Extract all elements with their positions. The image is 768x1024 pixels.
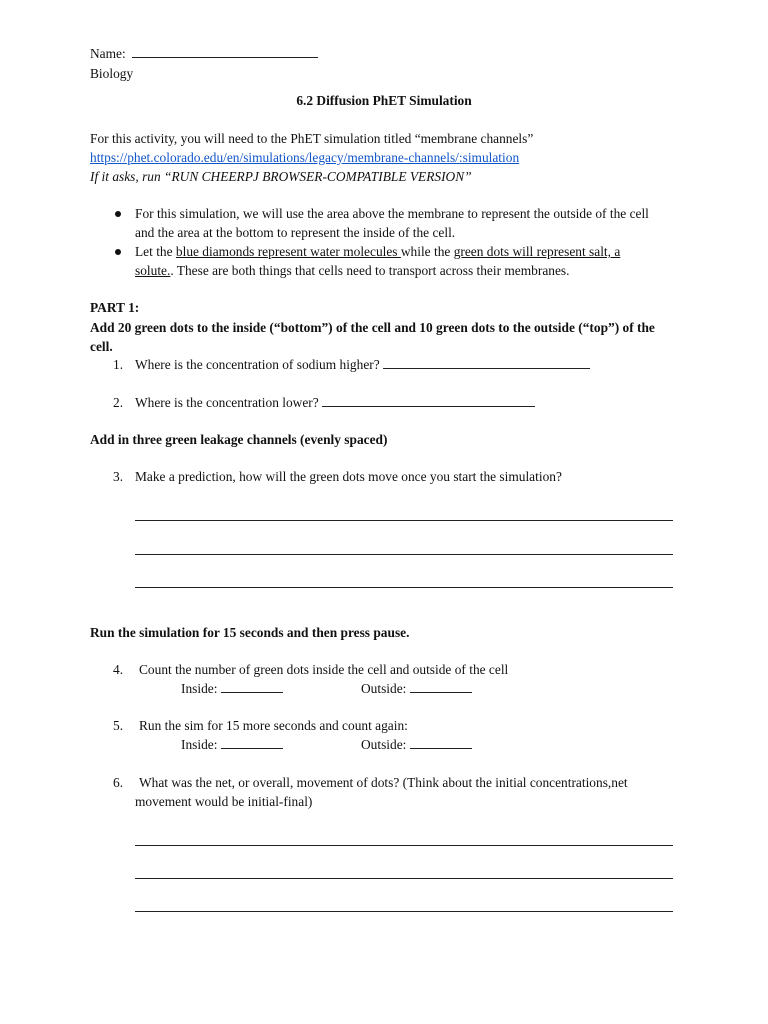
name-blank[interactable]: [132, 46, 318, 58]
answer-6-line-3[interactable]: [135, 911, 673, 912]
simulation-link[interactable]: https://phet.colorado.edu/en/simulations/legacy/membrane-channels/:simulation: [90, 150, 520, 165]
inside-count-blank-2[interactable]: [221, 737, 283, 749]
question-2-number: 2.: [113, 395, 124, 410]
question-5-text: Run the sim for 15 more seconds and count again:: [139, 718, 408, 733]
question-4-number: 4.: [113, 662, 124, 677]
answer-1-blank[interactable]: [383, 357, 590, 369]
question-3-text: Make a prediction, how will the green dots move once you start the simulation?: [135, 469, 562, 484]
question-5-number: 5.: [113, 718, 124, 733]
answer-3-line-3[interactable]: [135, 587, 673, 588]
bullet-2-prefix: Let the: [135, 244, 176, 259]
solute-word: solute.: [135, 263, 171, 278]
bullet-1-line-2: and the area at the bottom to represent the inside of the cell.: [135, 225, 456, 240]
question-2-text: Where is the concentration lower?: [135, 395, 319, 410]
question-6-number: 6.: [113, 775, 124, 790]
leakage-channels-instruction: Add in three green leakage channels (evenly spaced): [90, 432, 388, 447]
question-1: [135, 355, 590, 374]
answer-2-blank[interactable]: [322, 395, 535, 407]
outside-label: Outside:: [361, 681, 407, 696]
inside-label: Inside:: [181, 737, 218, 752]
part-1-instruction-line-1: Add 20 green dots to the inside (“bottom”) of the cell and 10 green dots to the outside (“top”) of the: [90, 320, 655, 335]
bullet-2-line-1: [135, 242, 620, 261]
bullet-2-mid: while the: [400, 244, 454, 259]
bullet-2-line-2: [135, 261, 569, 280]
bullet-2-rest: . These are both things that cells need to transport across their membranes.: [170, 263, 570, 278]
salt-phrase: green dots will represent salt, a: [453, 244, 621, 259]
question-3-number: 3.: [113, 469, 124, 484]
name-label: Name:: [90, 46, 126, 61]
run-simulation-instruction: Run the simulation for 15 seconds and then press pause.: [90, 625, 410, 640]
answer-3-line-1[interactable]: [135, 520, 673, 521]
cheerpj-note: If it asks, run “RUN CHEERPJ BROWSER-COMPATIBLE VERSION”: [90, 169, 472, 184]
inside-count-blank[interactable]: [221, 681, 283, 693]
question-6-line-2: movement would be initial-final): [135, 794, 313, 809]
inside-count-row-2: [181, 735, 283, 754]
name-field-row: [90, 44, 318, 63]
question-1-number: 1.: [113, 357, 124, 372]
question-1-text: Where is the concentration of sodium higher?: [135, 357, 380, 372]
question-2: [135, 393, 535, 412]
inside-label: Inside:: [181, 681, 218, 696]
outside-count-blank-2[interactable]: [410, 737, 472, 749]
question-4-text: Count the number of green dots inside the cell and outside of the cell: [139, 662, 509, 677]
page-title: 6.2 Diffusion PhET Simulation: [296, 93, 472, 108]
outside-count-blank[interactable]: [410, 681, 472, 693]
intro-text: For this activity, you will need to the PhET simulation titled “membrane channels”: [90, 131, 534, 146]
part-1-instruction-line-2: cell.: [90, 339, 113, 354]
bullet-icon: [115, 249, 121, 255]
outside-count-row-2: [361, 735, 472, 754]
water-molecules-phrase: blue diamonds represent water molecules: [175, 244, 401, 259]
outside-count-row: [361, 679, 472, 698]
question-6-line-1: What was the net, or overall, movement of dots? (Think about the initial concentrations,net: [139, 775, 628, 790]
subject-label: Biology: [90, 66, 134, 81]
bullet-icon: [115, 211, 121, 217]
bullet-1-line-1: For this simulation, we will use the area above the membrane to represent the outside of the cell: [135, 206, 649, 221]
part-1-heading: PART 1:: [90, 300, 140, 315]
answer-6-line-1[interactable]: [135, 845, 673, 846]
outside-label: Outside:: [361, 737, 407, 752]
answer-6-line-2[interactable]: [135, 878, 673, 879]
inside-count-row: [181, 679, 283, 698]
answer-3-line-2[interactable]: [135, 554, 673, 555]
